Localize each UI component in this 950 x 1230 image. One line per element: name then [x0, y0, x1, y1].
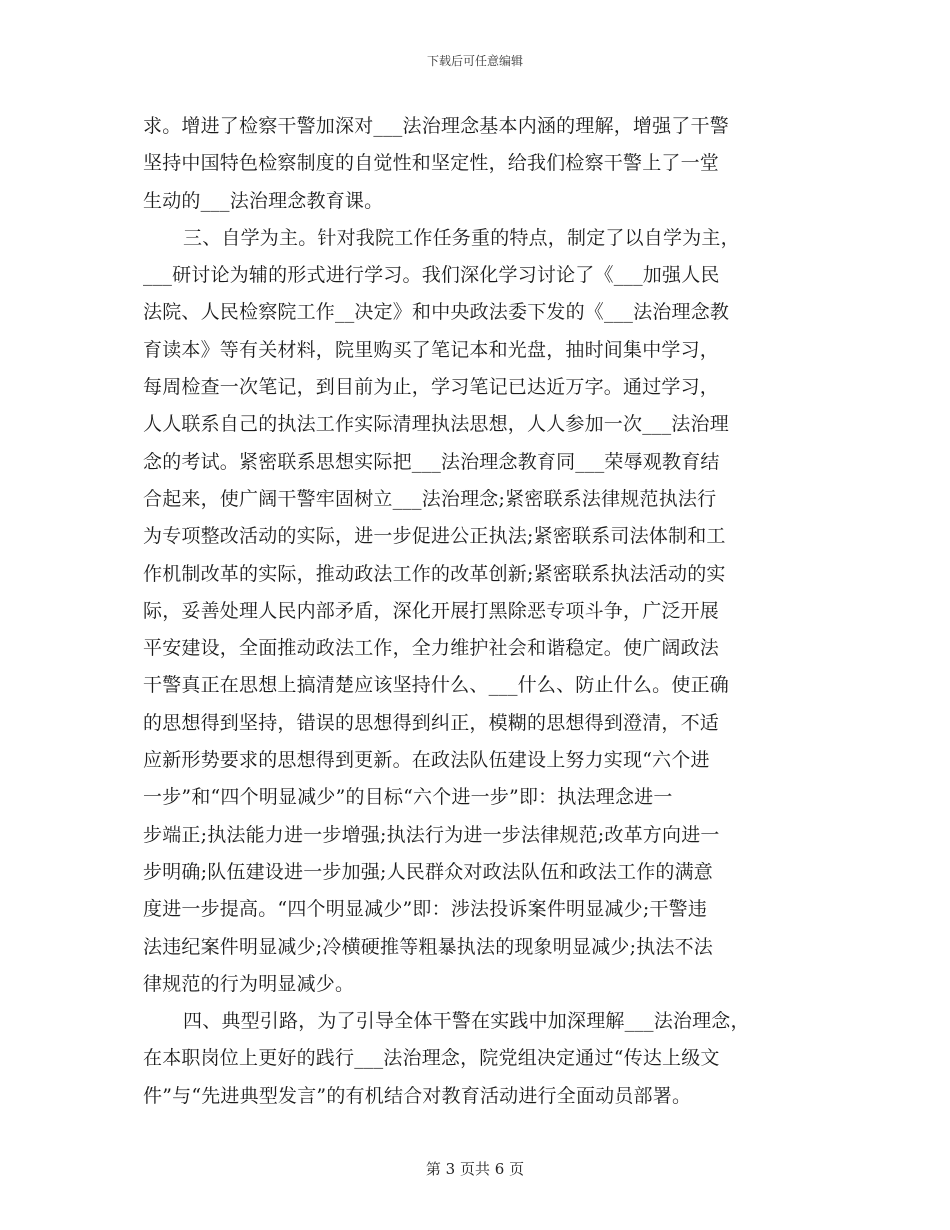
body-line: 念的考试。紧密联系思想实际把___法治理念教育同___荣辱观教育结 [143, 450, 720, 473]
body-line: 生动的___法治理念教育课。 [143, 189, 384, 212]
body-line: 一步”和“四个明显减少”的目标“六个进一步”即：执法理念进一 [143, 786, 673, 809]
body-text [143, 108, 813, 1115]
body-line: 律规范的行为明显减少。 [143, 972, 355, 995]
body-line: 平安建设，全面推动政法工作，全力维护社会和谐稳定。使广阔政法 [143, 637, 720, 660]
body-line: 步端正;执法能力进一步增强;执法行为进一步法律规范;改革方向进一 [143, 823, 720, 846]
body-line: 应新形势要求的思想得到更新。在政法队伍建设上努力实现“六个进 [143, 749, 710, 772]
body-line: 件”与“先进典型发言”的有机结合对教育活动进行全面动员部署。 [143, 1084, 692, 1107]
body-line: 步明确;队伍建设进一步加强;人民群众对政法队伍和政法工作的满意 [143, 860, 714, 883]
body-line: 合起来，使广阔干警牢固树立___法治理念;紧密联系法律规范执法行 [143, 487, 717, 510]
body-line: 干警真正在思想上搞清楚应该坚持什么、___什么、防止什么。使正确 [143, 674, 729, 697]
page-number: 第 3 页共 6 页 [425, 1160, 525, 1178]
body-line: 在本职岗位上更好的践行___法治理念，院党组决定通过“传达上级文 [143, 1047, 720, 1070]
body-line: 坚持中国特色检察制度的自觉性和坚定性，给我们检察干警上了一堂 [143, 152, 720, 175]
body-line: 法违纪案件明显减少;冷横硬推等粗暴执法的现象明显减少;执法不法 [143, 935, 714, 958]
body-line: 每周检查一次笔记，到目前为止，学习笔记已达近万字。通过学习， [143, 376, 720, 399]
body-line: 度进一步提高。“四个明显减少”即：涉法投诉案件明显减少;干警违 [143, 898, 708, 921]
body-line: 法院、人民检察院工作__决定》和中央政法委下发的《___法治理念教 [143, 301, 730, 324]
body-line: 育读本》等有关材料，院里购买了笔记本和光盘，抽时间集中学习， [143, 338, 720, 361]
body-line: 际，妥善处理人民内部矛盾，深化开展打黑除恶专项斗争，广泛开展 [143, 599, 720, 622]
body-line: 求。增进了检察干警加深对___法治理念基本内涵的理解，增强了干警 [143, 115, 729, 137]
body-line: ___研讨论为辅的形式进行学习。我们深化学习讨论了《___加强人民 [143, 264, 720, 287]
body-line: 四、典型引路，为了引导全体干警在实践中加深理解___法治理念， [183, 1010, 750, 1033]
body-line: 三、自学为主。针对我院工作任务重的特点，制定了以自学为主， [183, 226, 740, 249]
body-line: 作机制改革的实际，推动政法工作的改革创新;紧密联系执法活动的实 [143, 562, 726, 585]
body-line: 的思想得到坚持，错误的思想得到纠正，模糊的思想得到澄清，不适 [143, 711, 720, 734]
body-line: 为专项整改活动的实际，进一步促进公正执法;紧密联系司法体制和工 [143, 525, 726, 548]
body-line: 人人联系自己的执法工作实际清理执法思想，人人参加一次___法治理 [143, 413, 729, 436]
header-note: 下载后可任意编辑 [426, 54, 523, 68]
